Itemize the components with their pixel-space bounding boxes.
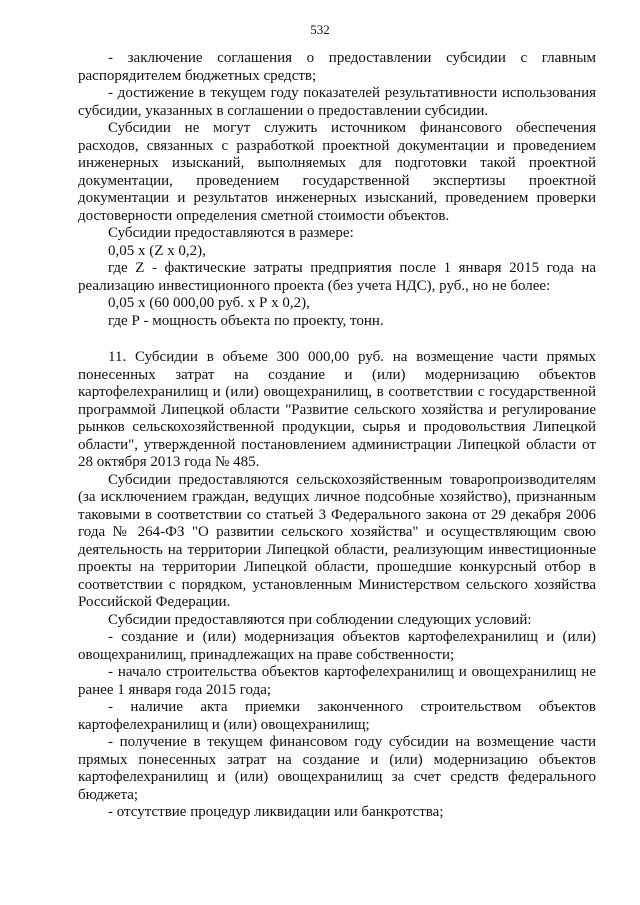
paragraph: где Р - мощность объекта по проекту, тонн. (108, 312, 384, 329)
page-number: 532 (310, 22, 330, 37)
section-gap (78, 330, 596, 349)
formula: 0,05 х (Z х 0,2), (108, 242, 206, 259)
paragraph: - заключение соглашения о предоставлении субсидии с главным распорядителем бюджетных средств; (78, 50, 596, 84)
list-item: - создание и (или) модернизация объектов картофелехранилищ и (или) овощехранилищ, принадлежащих на праве собственности; (78, 629, 596, 663)
list-item: - получение в текущем финансовом году субсидии на возмещение части прямых понесенных затрат на создание и (или) модернизацию объектов картофелехранилищ и (или) овощехранилищ за счет средств федерального бюджета; (78, 734, 596, 803)
list-item: - отсутствие процедур ликвидации или банкротства; (108, 804, 444, 820)
formula: 0,05 х (60 000,00 руб. х Р х 0,2), (108, 295, 310, 311)
list-item: - наличие акта приемки законченного строительством объектов картофелехранилищ и (или) овощехранилищ; (78, 699, 596, 733)
list-item: - начало строительства объектов картофелехранилищ и овощехранилищ не ранее 1 января года 2015 года; (78, 664, 596, 698)
paragraph: где Z - фактические затраты предприятия после 1 января 2015 года на реализацию инвестиционного проекта (без учета НДС), руб., но не более: (78, 260, 596, 294)
section-paragraph-11: 11. Субсидии в объеме 300 000,00 руб. на возмещение части прямых понесенных затрат на создание и (или) модернизацию объектов картофелехранилищ и (или) овощехранилищ, в соответствии с государственной программой Липецкой области "Развитие сельского хозяйства и регулирование рынков сельскохозяйственной продукции, сырья и продовольствия Липецкой области", утвержденной постановлением администрации Липецкой области от 28 октября 2013 года № 485. (78, 349, 596, 470)
paragraph: Субсидии предоставляются при соблюдении следующих условий: (108, 611, 532, 628)
paragraph: - достижение в текущем году показателей результативности использования субсидии, указанных в соглашении о предоставлении субсидии. (78, 85, 596, 119)
document-body (78, 50, 596, 822)
paragraph: Субсидии предоставляются в размере: (108, 225, 354, 241)
paragraph: Субсидии не могут служить источником финансового обеспечения расходов, связанных с разработкой проектной документации и проведением инженерных изысканий, выполняемых для подготовки такой проектной документации, проведением государственной экспертизы проектной документации и результатов инженерных изысканий, проведением проверки достоверности определения сметной стоимости объектов. (78, 120, 596, 224)
paragraph: Субсидии предоставляются сельскохозяйственным товаропроизводителям (за исключением граждан, ведущих личное подсобные хозяйство), признанным таковыми в соответствии со статьей 3 Федерального закона от 29 декабря 2006 года № 264-ФЗ "О развитии сельского хозяйства" и осуществляющим свою деятельность на территории Липецкой области, реализующим инвестиционные проекты на территории Липецкой области, прошедшие конкурсный отбор в соответствии с порядком, установленным Министерством сельского хозяйства Российской Федерации. (78, 471, 596, 610)
